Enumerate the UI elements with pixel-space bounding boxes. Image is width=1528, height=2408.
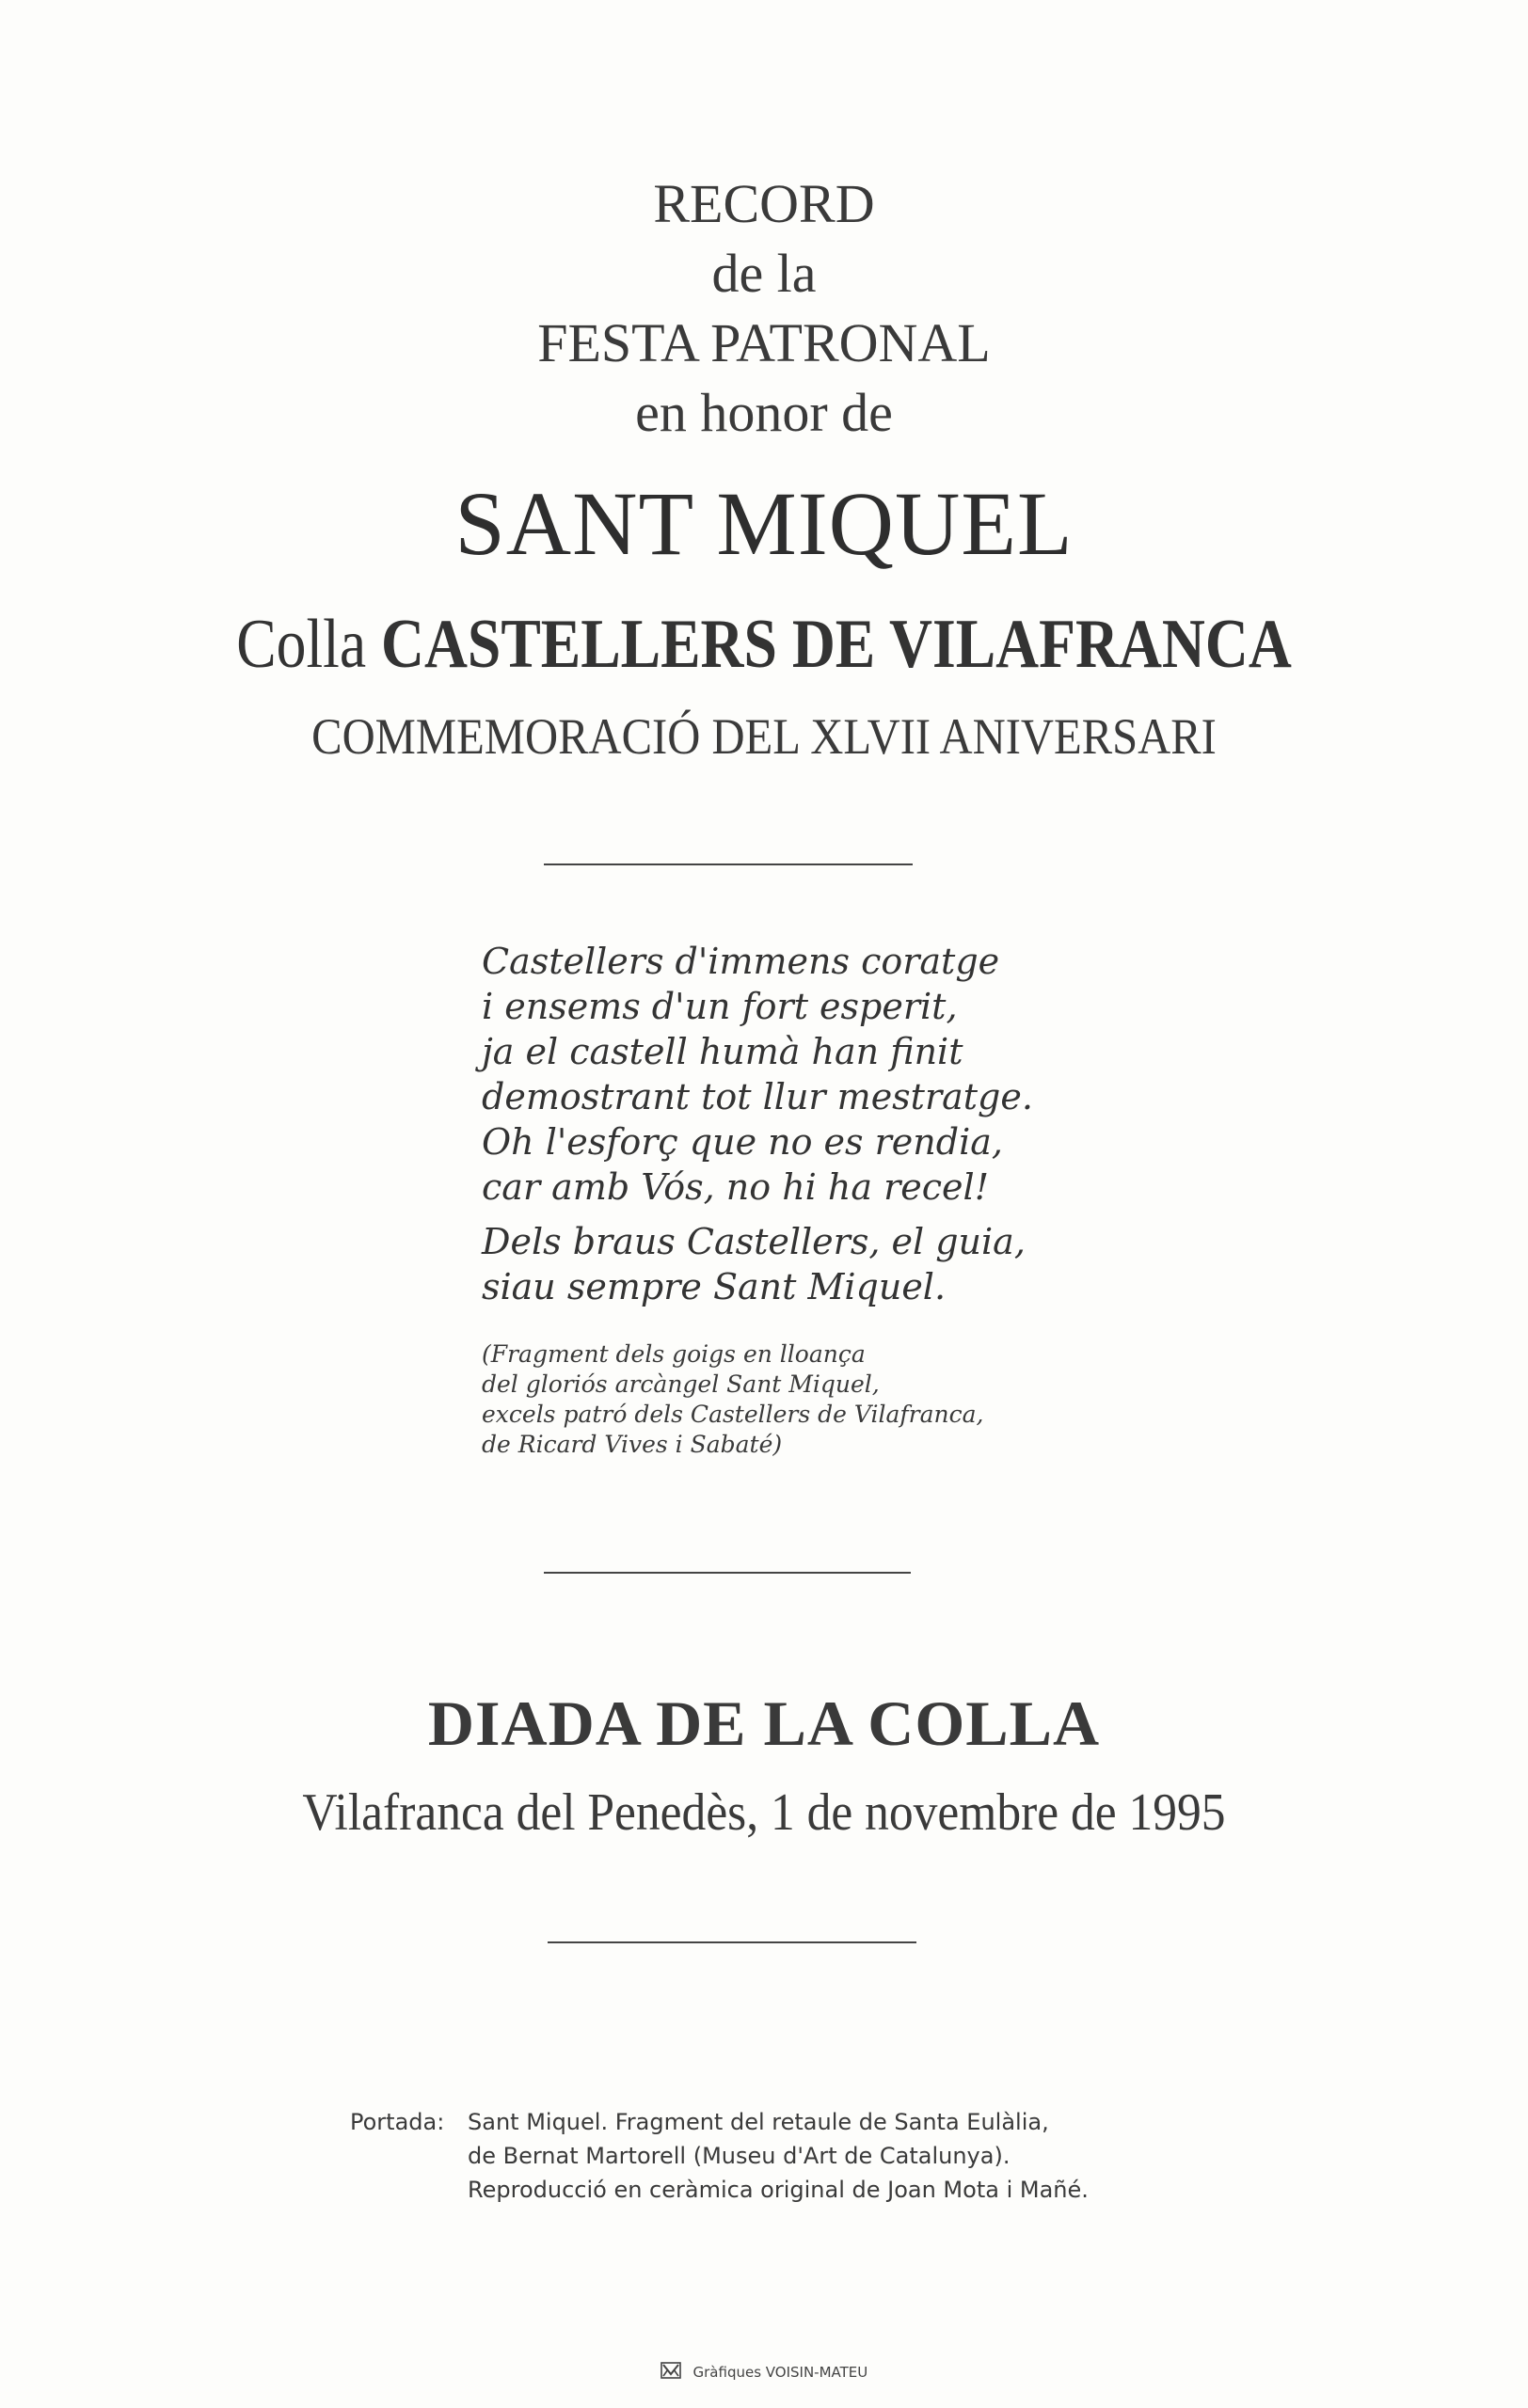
attribution-line: del gloriós arcàngel Sant Miquel, bbox=[482, 1370, 880, 1398]
attribution-line: excels patró dels Castellers de Vilafranca, bbox=[482, 1401, 984, 1428]
divider-bottom bbox=[548, 1941, 916, 1943]
event-title: DIADA DE LA COLLA bbox=[427, 1687, 1101, 1759]
poem-line: i ensems d'un fort esperit, bbox=[482, 986, 958, 1027]
colla-title bbox=[107, 602, 1422, 687]
printer-credit bbox=[0, 2362, 1528, 2383]
printer-logo-icon bbox=[661, 2362, 681, 2383]
credits-line: de Bernat Martorell (Museu d'Art de Catalunya). bbox=[468, 2143, 1011, 2169]
colla-name: CASTELLERS DE VILAFRANCA bbox=[381, 606, 1292, 683]
credits-label: Portada: bbox=[350, 2109, 445, 2135]
poem-line: Dels braus Castellers, el guia, bbox=[482, 1221, 1026, 1262]
poem-line: demostrant tot llur mestratge. bbox=[482, 1076, 1033, 1117]
header-line-festa: FESTA PATRONAL bbox=[537, 312, 991, 373]
attribution-line: de Ricard Vives i Sabaté) bbox=[482, 1431, 783, 1458]
divider-top bbox=[544, 863, 913, 865]
saint-title: SANT MIQUEL bbox=[454, 473, 1074, 574]
commemoration-line: COMMEMORACIÓ DEL XLVII ANIVERSARI bbox=[311, 708, 1217, 765]
event-place-date: Vilafranca del Penedès, 1 de novembre de 1995 bbox=[302, 1783, 1226, 1842]
poem-line: ja el castell humà han finit bbox=[482, 1031, 963, 1072]
credits-line: Reproducció en ceràmica original de Joan Mota i Mañé. bbox=[468, 2177, 1089, 2203]
header-line-record: RECORD bbox=[653, 173, 875, 234]
attribution-line: (Fragment dels goigs en lloança bbox=[482, 1340, 866, 1368]
poem-line: Castellers d'immens coratge bbox=[482, 941, 1000, 982]
header-line-de-la: de la bbox=[711, 243, 817, 304]
header-line-honor: en honor de bbox=[635, 382, 893, 443]
cover-credits bbox=[350, 2105, 1089, 2207]
poem-line: car amb Vós, no hi ha recel! bbox=[482, 1166, 989, 1208]
header-block bbox=[0, 169, 1528, 448]
colla-prefix: Colla bbox=[236, 606, 367, 683]
poem-block bbox=[482, 939, 1197, 1309]
credits-line: Sant Miquel. Fragment del retaule de Santa Eulàlia, bbox=[468, 2109, 1049, 2135]
poem-line: siau sempre Sant Miquel. bbox=[482, 1266, 947, 1307]
poem-attribution bbox=[482, 1339, 1140, 1460]
poem-line: Oh l'esforç que no es rendia, bbox=[482, 1121, 1003, 1163]
divider-middle bbox=[544, 1572, 911, 1574]
printer-name: Gràfiques VOISIN-MATEU bbox=[692, 2364, 868, 2381]
